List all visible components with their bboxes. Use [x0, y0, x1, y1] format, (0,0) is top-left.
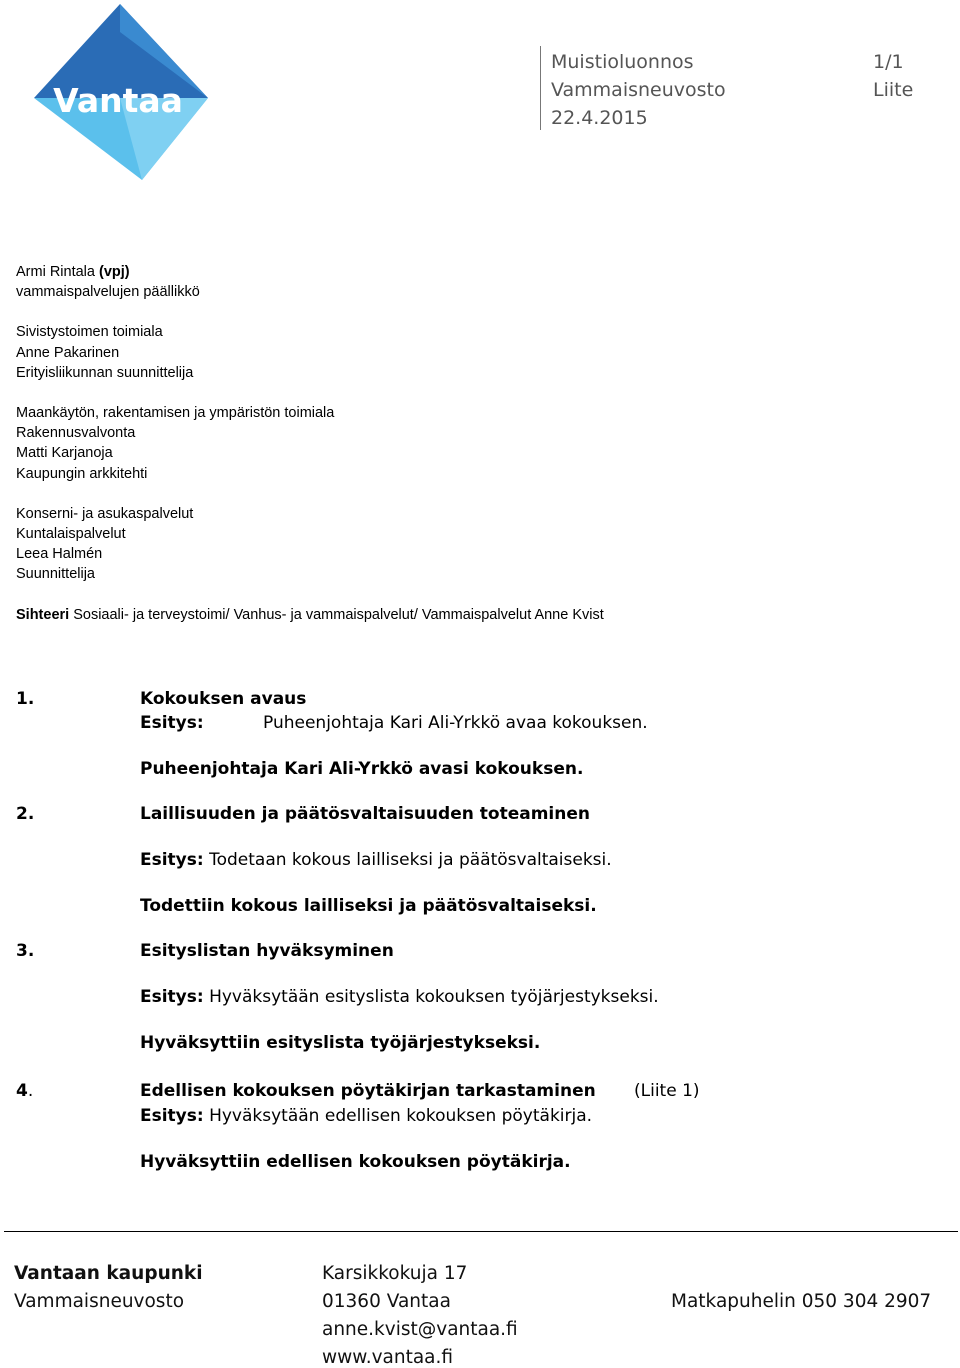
header-divider	[540, 46, 541, 130]
attendee-group	[16, 504, 604, 585]
footer-org: Vantaan kaupunki	[14, 1263, 203, 1284]
decision-text: Hyväksyttiin edellisen kokouksen pöytäkirja.	[140, 1152, 571, 1172]
attendee-line: Matti Karjanoja	[16, 445, 113, 462]
agenda-number: 3.	[16, 941, 35, 961]
attendee-line: Kuntalaispalvelut	[16, 526, 126, 543]
attendee-line: Maankäytön, rakentamisen ja ympäristön toimiala	[16, 405, 335, 422]
page-number: 1/1	[873, 51, 904, 73]
proposal-label: Esitys:	[140, 1106, 204, 1126]
proposal-label: Esitys:	[140, 850, 204, 870]
proposal-text: Todetaan kokous lailliseksi ja päätösvaltaiseksi.	[203, 850, 612, 870]
attendee-list	[16, 262, 604, 625]
agenda-number-suffix: .	[27, 1081, 34, 1101]
attendee-line: vammaispalvelujen päällikkö	[16, 284, 200, 301]
agenda-title: Edellisen kokouksen pöytäkirjan tarkastaminen	[140, 1081, 596, 1101]
proposal-text: Hyväksytään esityslista kokouksen työjärjestykseksi.	[203, 987, 659, 1007]
doc-type: Muistioluonnos	[551, 51, 694, 73]
secretary-line	[16, 605, 604, 625]
attendee-line: Konserni- ja asukaspalvelut	[16, 505, 194, 522]
agenda-number: 1.	[16, 689, 35, 709]
decision-text: Hyväksyttiin esityslista työjärjestykseksi.	[140, 1033, 541, 1053]
footer-web: www.vantaa.fi	[322, 1347, 454, 1368]
secretary-text: Sosiaali- ja terveystoimi/ Vanhus- ja vammaispalvelut/ Vammaispalvelut Anne Kvist	[69, 606, 604, 623]
proposal-text: Puheenjohtaja Kari Ali-Yrkkö avaa kokouksen.	[263, 713, 648, 733]
agenda-number: 4	[16, 1081, 28, 1101]
header-org: Vammaisneuvosto	[551, 79, 726, 101]
attendee-line: Anne Pakarinen	[16, 344, 120, 361]
attendee-group	[16, 262, 604, 302]
footer-street: Karsikkokuja 17	[322, 1263, 468, 1284]
header-date: 22.4.2015	[551, 107, 648, 129]
attendee-line: Kaupungin arkkitehti	[16, 465, 148, 482]
proposal-text: Hyväksytään edellisen kokouksen pöytäkirja.	[203, 1106, 593, 1126]
chair-marker: (vpj)	[99, 264, 130, 280]
proposal-label: Esitys:	[140, 713, 204, 733]
decision-text: Todettiin kokous lailliseksi ja päätösvaltaiseksi.	[140, 896, 597, 916]
attendee-line: Erityisliikunnan suunnittelija	[16, 364, 194, 381]
proposal-line	[140, 987, 659, 1007]
header-attachment: Liite	[873, 79, 914, 101]
footer-city: 01360 Vantaa	[322, 1291, 451, 1312]
attachment-reference: (Liite 1)	[634, 1081, 700, 1101]
secretary-label: Sihteeri	[16, 606, 70, 623]
logo-text: Vantaa	[53, 81, 183, 120]
agenda-number-line	[16, 1081, 33, 1101]
agenda-title: Kokouksen avaus	[140, 689, 307, 709]
vantaa-logo-icon	[22, 2, 212, 182]
attendee-group	[16, 403, 604, 484]
attendee-group	[16, 322, 604, 383]
attendee-line	[16, 262, 604, 282]
footer-dept: Vammaisneuvosto	[14, 1291, 185, 1312]
proposal-line	[140, 850, 612, 870]
proposal-label: Esitys:	[140, 987, 204, 1007]
footer-divider	[4, 1231, 958, 1232]
decision-text: Puheenjohtaja Kari Ali-Yrkkö avasi kokouksen.	[140, 759, 584, 779]
agenda-number: 2.	[16, 804, 35, 824]
attendee-line: Rakennusvalvonta	[16, 425, 136, 442]
agenda-title: Esityslistan hyväksyminen	[140, 941, 394, 961]
attendee-line: Sivistystoimen toimiala	[16, 324, 163, 341]
proposal-line	[140, 1106, 592, 1126]
attendee-line: Leea Halmén	[16, 546, 103, 563]
agenda-title: Laillisuuden ja päätösvaltaisuuden toteaminen	[140, 804, 590, 824]
footer-email: anne.kvist@vantaa.fi	[322, 1319, 518, 1340]
attendee-line: Suunnittelija	[16, 566, 95, 583]
attendee-name: Armi Rintala	[16, 264, 99, 280]
vantaa-logo	[22, 2, 212, 182]
footer-phone: Matkapuhelin 050 304 2907	[671, 1291, 932, 1312]
